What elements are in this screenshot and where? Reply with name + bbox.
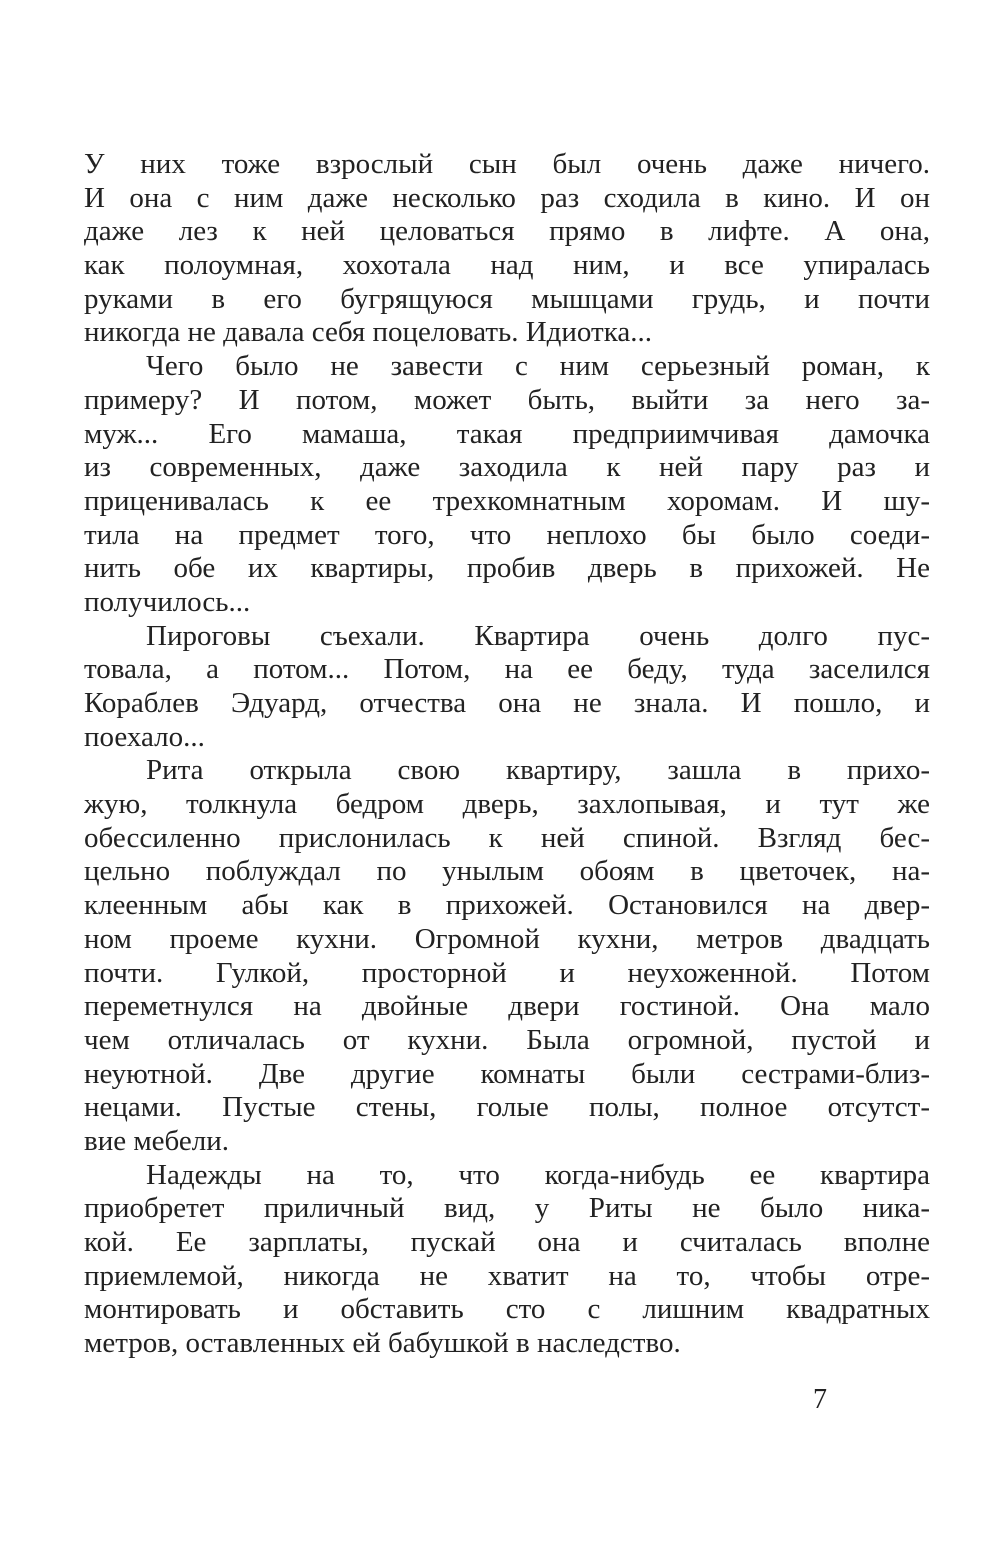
- page-body: [84, 148, 930, 1361]
- text-line: приемлемой, никогда не хватит на то, чтобы отре-: [84, 1259, 930, 1292]
- text-line: товала, а потом... Потом, на ее беду, туда заселился: [84, 653, 930, 686]
- text-line: обессиленно прислонилась к ней спиной. Взгляд бес-: [84, 821, 930, 854]
- text-line: примеру? И потом, может быть, выйти за него за-: [84, 383, 930, 416]
- text-line: как полоумная, хохотала над ним, и все упиралась: [84, 249, 930, 282]
- paragraph: [84, 1159, 930, 1361]
- text-line: переметнулся на двойные двери гостиной. Она мало: [84, 990, 930, 1023]
- text-line: почти. Гулкой, просторной и неухоженной. Потом: [84, 956, 930, 989]
- text-line: тила на предмет того, что неплохо бы было соеди-: [84, 518, 930, 551]
- paragraph: [84, 620, 930, 755]
- text-line: И она с ним даже несколько раз сходила в кино. И он: [84, 181, 930, 214]
- text-line: приценивалась к ее трехкомнатным хоромам. И шу-: [84, 484, 930, 517]
- text-line: из современных, даже заходила к ней пару раз и: [84, 451, 930, 484]
- text-line: Кораблев Эдуард, отчества она не знала. И пошло, и: [84, 687, 930, 719]
- text-line: Чего было не завести с ним серьезный роман, к: [146, 350, 930, 383]
- text-line: монтировать и обставить сто с лишним квадратных: [84, 1293, 930, 1326]
- text-line: даже лез к ней целоваться прямо в лифте. А она,: [84, 215, 930, 248]
- text-line: ном проеме кухни. Огромной кухни, метров двадцать: [84, 922, 930, 955]
- text-line: метров, оставленных ей бабушкой в наследство.: [84, 1327, 681, 1360]
- text-line: приобретет приличный вид, у Риты не было ника-: [84, 1192, 930, 1225]
- text-line: Пироговы съехали. Квартира очень долго пус-: [146, 619, 930, 652]
- page-number: 7: [813, 1384, 827, 1415]
- text-line: муж... Его мамаша, такая предприимчивая дамочка: [84, 417, 930, 450]
- text-line: вие мебели.: [84, 1124, 230, 1157]
- text-line: нецами. Пустые стены, голые полы, полное отсутст-: [84, 1091, 930, 1124]
- paragraph: [84, 148, 930, 350]
- paragraph: [84, 350, 930, 620]
- text-line: жую, толкнула бедром дверь, захлопывая, и тут же: [84, 788, 930, 821]
- text-line: неуютной. Две другие комнаты были сестрами-близ-: [84, 1057, 930, 1090]
- text-line: Рита открыла свою квартиру, зашла в прихо-: [146, 754, 930, 787]
- text-line: кой. Ее зарплаты, пускай она и считалась вполне: [84, 1226, 930, 1258]
- text-line: получилось...: [84, 585, 251, 618]
- text-line: руками в его бугрящуюся мышцами грудь, и почти: [84, 282, 930, 315]
- text-line: Надежды на то, что когда-нибудь ее квартира: [146, 1158, 930, 1191]
- text-line: никогда не давала себя поцеловать. Идиотка...: [84, 316, 652, 349]
- text-line: чем отличалась от кухни. Была огромной, пустой и: [84, 1023, 930, 1056]
- text-line: нить обе их квартиры, пробив дверь в прихожей. Не: [84, 552, 930, 585]
- text-line: цельно поблуждал по унылым обоям в цветочек, на-: [84, 855, 930, 888]
- text-line: поехало...: [84, 720, 205, 753]
- text-line: клеенным абы как в прихожей. Остановился на двер-: [84, 889, 930, 922]
- paragraph: [84, 754, 930, 1158]
- text-line: У них тоже взрослый сын был очень даже ничего.: [84, 148, 930, 180]
